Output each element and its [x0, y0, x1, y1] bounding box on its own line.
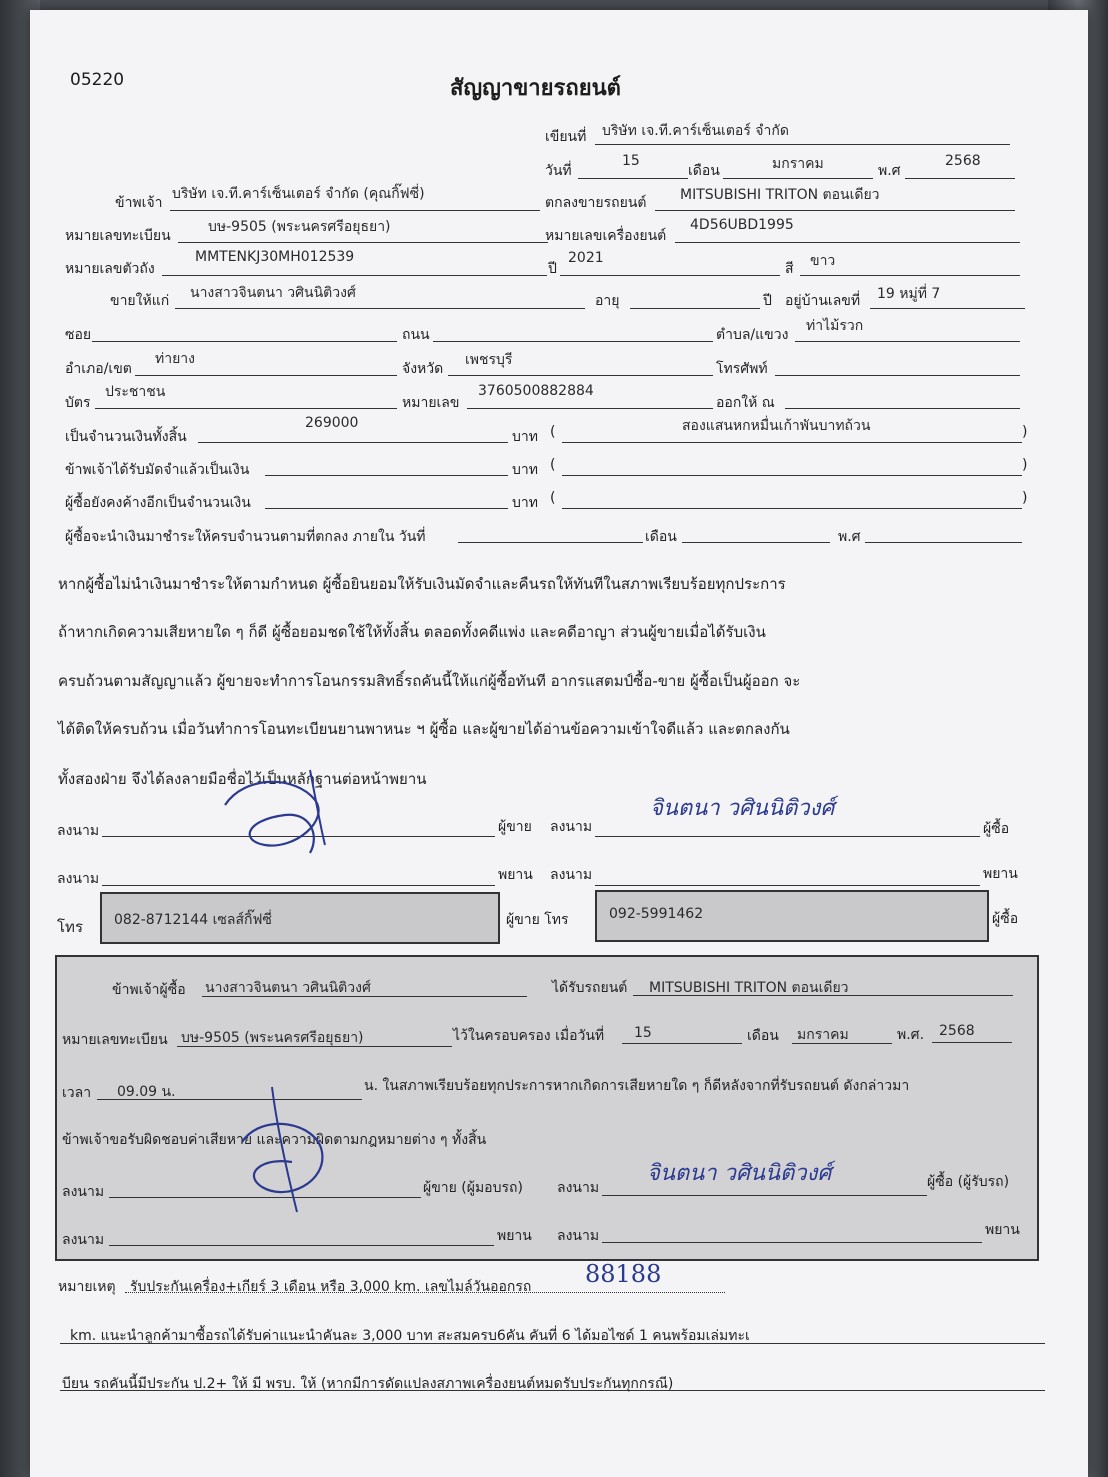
province-label: จังหวัด: [402, 361, 444, 377]
receipt-sign-label-1: ลงนาม: [62, 1184, 105, 1200]
sign-label-2: ลงนาม: [550, 819, 593, 835]
terms-line-4: ได้ติดให้ครบถ้วน เมื่อวันทำการโอนทะเบียนยานพาหนะ ฯ ผู้ซื้อ และผู้ขายได้อ่านข้อความเข้าใจดีแล้ว และตกลงกัน: [58, 720, 790, 738]
seller-label: ข้าพเจ้า: [115, 195, 163, 211]
paren-close-2: ): [1022, 457, 1028, 473]
witness-1-role: พยาน: [498, 867, 533, 883]
sign-label-4: ลงนาม: [550, 867, 593, 883]
due-year-label: พ.ศ: [838, 529, 861, 545]
phone-label: โทรศัพท์: [716, 361, 768, 377]
receipt-plate-label: หมายเลขทะเบียน: [62, 1032, 168, 1048]
receipt-buyer-signature: จินตนา วศินนิติวงศ์: [647, 1161, 832, 1186]
seller-name: บริษัท เจ.ที.คาร์เซ็นเตอร์ จำกัด (คุณกิ๊ฟซี่): [172, 186, 425, 202]
receipt-witness-1: พยาน: [497, 1228, 532, 1244]
receipt-year: 2568: [939, 1023, 975, 1039]
seller-signature: [215, 765, 345, 860]
address-label: อยู่บ้านเลขที่: [785, 293, 861, 309]
receipt-month: มกราคม: [797, 1027, 849, 1043]
terms-line-2: ถ้าหากเกิดความเสียหายใด ๆ ก็ดี ผู้ซื้อยอมชดใช้ให้ทั้งสิ้น ตลอดทั้งคดีแพ่ง และคดีอาญา ส่วนผู้ขายเมื่อได้รับเงิน: [58, 623, 766, 641]
remaining-label: ผู้ซื้อยังคงค้างอีกเป็นจำนวนเงิน: [65, 495, 251, 511]
sign-label-1: ลงนาม: [57, 823, 100, 839]
written-at-label: เขียนที่: [545, 129, 587, 145]
seller-car: MITSUBISHI TRITON ตอนเดียว: [680, 187, 880, 203]
paren-open-3: (: [550, 490, 556, 506]
id-label: หมายเลข: [402, 395, 460, 411]
remarks-line-1: รับประกันเครื่อง+เกียร์ 3 เดือน หรือ 3,000 km. เลขไมล์วันออกรถ: [130, 1279, 532, 1295]
paren-close: ): [1022, 424, 1028, 440]
sign-label-3: ลงนาม: [57, 871, 100, 887]
engine-label: หมายเลขเครื่องยนต์: [545, 228, 667, 244]
plate-label: หมายเลขทะเบียน: [65, 228, 171, 244]
seller-phone-label: ผู้ขาย โทร: [506, 912, 569, 928]
receipt-day: 15: [634, 1025, 652, 1041]
receipt-sign-label-3: ลงนาม: [62, 1232, 105, 1248]
district-value: ท่ายาง: [155, 351, 195, 367]
receipt-buyer-label: ข้าพเจ้าผู้ซื้อ: [112, 982, 186, 998]
remarks-label: หมายเหตุ: [58, 1279, 116, 1295]
receipt-sign-label-4: ลงนาม: [557, 1228, 600, 1244]
receipt-sign-label-2: ลงนาม: [557, 1180, 600, 1196]
terms-line-1: หากผู้ซื้อไม่นำเงินมาชำระให้ตามกำหนด ผู้ซื้อยินยอมให้รับเงินมัดจำและคืนรถให้ทันทีในสภาพเรียบร้อยทุกประการ: [58, 575, 786, 593]
engine-value: 4D56UBD1995: [690, 217, 794, 233]
buyer-label: ขายให้แก่: [110, 293, 170, 309]
remaining-baht: บาท: [512, 495, 538, 511]
receipt-time: 09.09 น.: [117, 1084, 176, 1100]
receipt-year-label: พ.ศ.: [897, 1027, 925, 1043]
receipt-buyer-role: ผู้ซื้อ (ผู้รับรถ): [927, 1174, 1010, 1190]
page-title: สัญญาขายรถยนต์: [450, 76, 621, 101]
receipt-panel: [55, 955, 1039, 1261]
date-month: มกราคม: [772, 156, 824, 172]
total-baht: บาท: [512, 429, 538, 445]
receipt-witness-2: พยาน: [985, 1222, 1020, 1238]
remarks-line-3: บียน รถคันนี้มีประกัน ป.2+ ให้ มี พรบ. ให้ (หากมีการดัดแปลงสภาพเครื่องยนต์หมดรับประกันทุกกรณี): [62, 1376, 674, 1392]
month-label: เดือน: [688, 163, 720, 179]
receipt-month-label: เดือน: [747, 1028, 779, 1044]
age-unit: ปี: [763, 293, 772, 309]
receipt-seller-signature: [222, 1082, 337, 1217]
written-at-value: บริษัท เจ.ที.คาร์เซ็นเตอร์ จำกัด: [602, 123, 789, 139]
buyer-name: นางสาวจินตนา วศินนิติวงศ์: [190, 285, 356, 301]
buyer-signature-1: จินตนา วศินนิติวงศ์: [650, 796, 835, 821]
phone-label-left: โทร: [57, 918, 84, 936]
deposit-label: ข้าพเจ้าได้รับมัดจำแล้วเป็นเงิน: [65, 462, 250, 478]
province-value: เพชรบุรี: [465, 352, 513, 368]
plate-value: บษ-9505 (พระนครศรีอยุธยา): [208, 219, 391, 235]
color-label: สี: [785, 261, 794, 277]
terms-line-5: ทั้งสองฝ่าย จึงได้ลงลายมือชื่อไว้เป็นหลักฐานต่อหน้าพยาน: [58, 770, 427, 788]
district-label: อำเภอ/เขต: [65, 361, 132, 377]
receipt-time-label: เวลา: [62, 1085, 92, 1101]
paren-close-3: ): [1022, 490, 1028, 506]
card-label: บัตร: [65, 395, 91, 411]
doc-number: 05220: [70, 70, 125, 90]
paren-open-2: (: [550, 457, 556, 473]
mileage-value: 88188: [585, 1260, 662, 1288]
receipt-car: MITSUBISHI TRITON ตอนเดียว: [649, 980, 849, 996]
road-label: ถนน: [402, 327, 430, 343]
address-value: 19 หมู่ที่ 7: [877, 286, 941, 302]
terms-line-3: ครบถ้วนตามสัญญาแล้ว ผู้ขายจะทำการโอนกรรมสิทธิ์รถคันนี้ให้แก่ผู้ซื้อทันที อากรแสตมป์ซื้อ-ขาย ผู้ซื้อเป็นผู้ออก จะ: [58, 672, 801, 690]
deposit-baht: บาท: [512, 462, 538, 478]
total-label: เป็นจำนวนเงินทั้งสิ้น: [65, 429, 187, 445]
date-year: 2568: [945, 153, 981, 169]
total-value: 269000: [305, 415, 359, 431]
chassis-value: MMTENKJ30MH012539: [195, 249, 355, 265]
seller-phone-box: [100, 892, 500, 944]
date-day: 15: [622, 153, 640, 169]
receipt-plate: บษ-9505 (พระนครศรีอยุธยา): [181, 1030, 364, 1046]
due-month-label: เดือน: [645, 529, 677, 545]
receipt-received-label: ได้รับรถยนต์: [552, 980, 628, 996]
buyer-phone-label: ผู้ซื้อ: [992, 911, 1019, 927]
id-value: 3760500882884: [478, 383, 594, 399]
agree-label: ตกลงขายรถยนต์: [545, 195, 647, 211]
chassis-label: หมายเลขตัวถัง: [65, 261, 155, 277]
receipt-possession-label: ไว้ในครอบครอง เมื่อวันที่: [453, 1028, 605, 1044]
receipt-liability: ข้าพเจ้าขอรับผิดชอบค่าเสียหาย และความผิดตามกฎหมายต่าง ๆ ทั้งสิ้น: [62, 1132, 487, 1148]
subdistrict-value: ท่าไม้รวก: [806, 318, 864, 334]
total-words: สองแสนหกหมื่นเก้าพันบาทถ้วน: [682, 418, 871, 434]
receipt-time-suffix: น. ในสภาพเรียบร้อยทุกประการหากเกิดการเสียหายใด ๆ ก็ดีหลังจากที่รับรถยนต์ ดังกล่าวมา: [364, 1078, 910, 1094]
color-value: ขาว: [810, 253, 836, 269]
age-label: อายุ: [595, 293, 620, 309]
remarks-line-2: km. แนะนำลูกค้ามาซื้อรถได้รับค่าแนะนำคันละ 3,000 บาท สะสมครบ6คัน คันที่ 6 ได้มอไซด์ 1 คนพร้อมเล่มทะเ: [70, 1328, 750, 1344]
seller-sign-role: ผู้ขาย: [498, 819, 532, 835]
receipt-buyer-name: นางสาวจินตนา วศินนิติวงศ์: [205, 980, 371, 996]
card-value: ประชาชน: [105, 384, 166, 400]
soi-label: ซอย: [65, 327, 92, 343]
vehicle-year-label: ปี: [548, 261, 557, 277]
due-label: ผู้ซื้อจะนำเงินมาชำระให้ครบจำนวนตามที่ตกลง ภายใน วันที่: [65, 529, 426, 545]
seller-phone: 082-8712144 เซลส์กิ๊ฟซี่: [114, 912, 272, 928]
witness-2-role: พยาน: [983, 866, 1018, 882]
paren-open: (: [550, 424, 556, 440]
vehicle-year-value: 2021: [568, 250, 604, 266]
year-label: พ.ศ: [878, 163, 901, 179]
date-label: วันที่: [545, 163, 572, 179]
receipt-seller-role: ผู้ขาย (ผู้มอบรถ): [423, 1180, 523, 1196]
contract-paper: [30, 10, 1088, 1477]
subdistrict-label: ตำบล/แขวง: [716, 327, 789, 343]
buyer-phone: 092-5991462: [609, 906, 704, 922]
issued-label: ออกให้ ณ: [716, 395, 775, 411]
buyer-phone-box: [595, 890, 989, 942]
buyer-sign-role: ผู้ซื้อ: [983, 821, 1010, 837]
